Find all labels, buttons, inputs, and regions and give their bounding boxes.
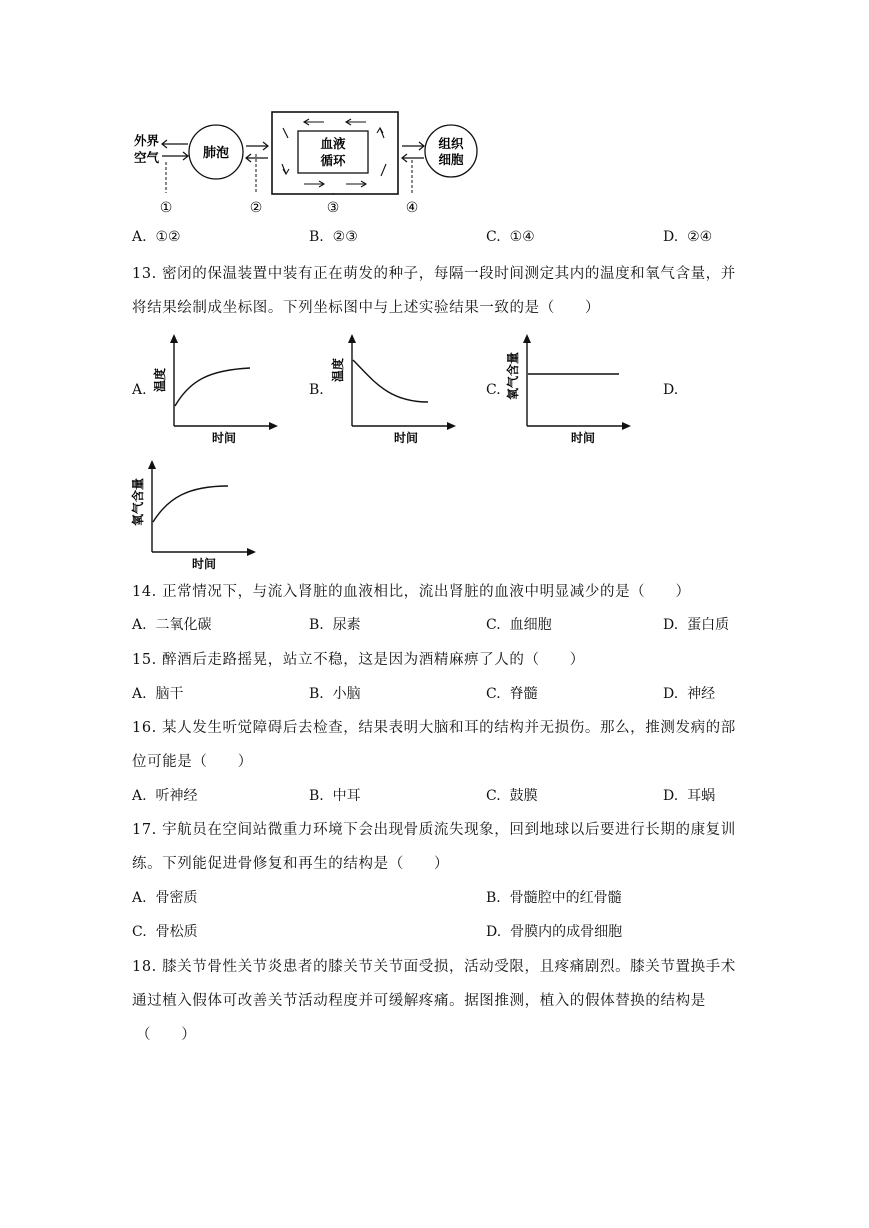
q14-option-b[interactable]: B. 尿素 — [309, 617, 361, 633]
q17-stem-line2: 练。下列能促进骨修复和再生的结构是（ ） — [132, 856, 450, 872]
q16-stem-line1: 16. 某人发生听觉障碍后去检查，结果表明大脑和耳的结构并无损伤。那么，推测发病的部 — [132, 720, 736, 736]
q14-stem: 14. 正常情况下，与流入肾脏的血液相比，流出肾脏的血液中明显减少的是（ ） — [132, 584, 691, 600]
q12-option-c[interactable]: C. ①④ — [486, 229, 535, 245]
q12-option-b[interactable]: B. ②③ — [309, 229, 358, 245]
q18-stem-line2: 通过植入假体可改善关节活动程度并可缓解疼痛。据图推测，植入的假体替换的结构是 — [132, 993, 706, 1009]
marker-1: ① — [159, 200, 173, 216]
q13-graph-c — [503, 330, 633, 448]
q15-option-a[interactable]: A. 脑干 — [132, 686, 184, 702]
q16-stem-line2: 位可能是（ ） — [132, 754, 253, 770]
q17-option-b[interactable]: B. 骨髓腔中的红骨髓 — [486, 890, 622, 906]
q16-option-b[interactable]: B. 中耳 — [309, 788, 361, 804]
q13-graph-b-xlabel: 时间 — [393, 431, 419, 445]
q12-option-d[interactable]: D. ②④ — [663, 229, 713, 245]
q17-option-a[interactable]: A. 骨密质 — [132, 890, 198, 906]
marker-4: ④ — [405, 200, 419, 216]
q12-option-a[interactable]: A. ①② — [132, 229, 181, 245]
q12-options — [132, 229, 772, 249]
q16-options — [132, 785, 772, 805]
blood-circ-label-1: 血液 — [320, 136, 346, 151]
q15-option-b[interactable]: B. 小脑 — [309, 686, 361, 702]
q15-options — [132, 683, 772, 703]
q13-graph-a — [150, 330, 280, 448]
q15-option-d[interactable]: D. 神经 — [663, 686, 716, 702]
marker-3: ③ — [326, 200, 340, 216]
q15-option-c[interactable]: C. 脊髓 — [486, 686, 538, 702]
q13-graph-d-curve — [153, 486, 228, 522]
q13-graph-d-ylabel: 氧气含量 — [131, 477, 145, 527]
q13-graph-b-curve — [353, 360, 428, 402]
q17-option-d[interactable]: D. 骨膜内的成骨细胞 — [486, 924, 623, 940]
tissue-cells-circle — [425, 125, 477, 177]
q13-graph-d-xlabel: 时间 — [191, 557, 217, 571]
q15-stem: 15. 醉酒后走路摇晃，站立不稳，这是因为酒精麻痹了人的（ ） — [132, 652, 585, 668]
alveoli-label: 肺泡 — [202, 146, 230, 161]
q17-stem-line1: 17. 宇航员在空间站微重力环境下会出现骨质流失现象，回到地球以后要进行长期的康复训 — [132, 822, 736, 838]
outside-air-label-1: 外界 — [134, 133, 160, 148]
marker-2: ② — [249, 200, 263, 216]
q16-option-d[interactable]: D. 耳蜗 — [663, 788, 716, 804]
q14-option-d[interactable]: D. 蛋白质 — [663, 617, 730, 633]
q13-graph-b-label: B. — [309, 382, 324, 398]
q13-stem-line1: 13. 密闭的保温装置中装有正在萌发的种子，每隔一段时间测定其内的温度和氧气含量，并 — [132, 266, 736, 282]
tissue-cells-label-2: 细胞 — [438, 152, 464, 167]
tissue-cells-label-1: 组织 — [438, 136, 464, 151]
q13-graph-a-curve — [175, 368, 250, 406]
q16-option-a[interactable]: A. 听神经 — [132, 788, 198, 804]
q13-graph-a-xlabel: 时间 — [211, 431, 237, 445]
q18-stem-line3: （ ） — [136, 1027, 197, 1043]
q17-option-c[interactable]: C. 骨松质 — [132, 924, 198, 940]
q17-options-row2 — [132, 921, 772, 941]
q13-graph-a-label: A. — [132, 382, 147, 398]
q16-option-c[interactable]: C. 鼓膜 — [486, 788, 538, 804]
q14-options — [132, 614, 772, 634]
q14-option-c[interactable]: C. 血细胞 — [486, 617, 552, 633]
outside-air-label-2: 空气 — [134, 150, 160, 165]
q14-option-a[interactable]: A. 二氧化碳 — [132, 617, 212, 633]
q13-graph-c-xlabel: 时间 — [570, 431, 596, 445]
q13-graph-d-label: D. — [663, 382, 679, 398]
respiration-circulation-diagram — [128, 108, 488, 218]
q13-graph-c-label: C. — [486, 382, 501, 398]
q13-stem-line2: 将结果绘制成坐标图。下列坐标图中与上述实验结果一致的是（ ） — [132, 300, 601, 316]
blood-circ-label-2: 循环 — [320, 153, 346, 168]
q13-graph-a-ylabel: 温度 — [153, 367, 167, 393]
q13-graph-d — [128, 456, 258, 574]
q13-graph-b-ylabel: 温度 — [331, 357, 345, 383]
q18-stem-line1: 18. 膝关节骨性关节炎患者的膝关节关节面受损，活动受限，且疼痛剧烈。膝关节置换手术 — [132, 959, 736, 975]
q13-graph-b — [328, 330, 458, 448]
q13-graph-c-ylabel: 氧气含量 — [506, 351, 520, 401]
q17-options-row1 — [132, 887, 772, 907]
